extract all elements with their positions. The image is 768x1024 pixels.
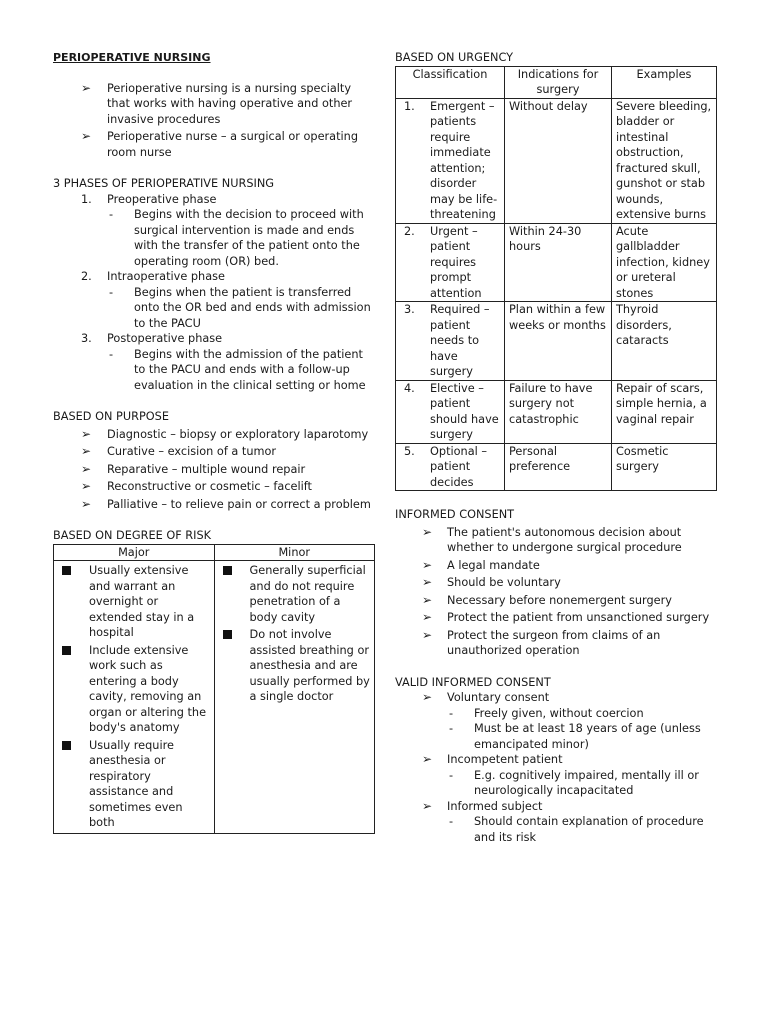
arrow-bullet-icon: ➢	[422, 575, 433, 589]
arrow-bullet-icon: ➢	[422, 557, 433, 572]
table-row: 2. Urgent – patient requires prompt attention Within 24-30 hours Acute gallbladder infection, kidney or ureteral stones	[396, 223, 717, 302]
arrow-bullet-icon: ➢	[422, 610, 433, 624]
valid-consent-list	[395, 690, 717, 845]
list-item: Do not involve assisted breathing or anesthesia and are usually performed by a single doctor	[223, 627, 371, 705]
table-row: 3. Required – patient needs to have surgery Plan within a few weeks or months Thyroid disorders, cataracts	[396, 302, 717, 381]
urgency-header-examples: Examples	[612, 66, 717, 98]
list-item: ➢ Necessary before nonemergent surgery	[422, 592, 672, 607]
list-item: ➢ Voluntary consent - Freely given, without coercion - Must be at least 18 years of age (unless emancipated minor)	[395, 690, 717, 752]
list-item: - Should contain explanation of procedure and its risk	[449, 815, 704, 844]
table-row: 4. Elective – patient should have surgery Failure to have surgery not catastrophic Repair of scars, simple hernia, a vaginal repair	[396, 380, 717, 443]
valid-consent-heading: VALID INFORMED CONSENT	[395, 675, 551, 689]
list-item: Include extensive work such as entering a body cavity, removing an organ or altering the body's anatomy	[62, 643, 210, 736]
arrow-bullet-icon: ➢	[422, 524, 433, 539]
urgency-header-classification: Classification	[396, 66, 505, 98]
risk-major-cell	[54, 561, 215, 834]
list-item: ➢ Incompetent patient - E.g. cognitively impaired, mentally ill or neurologically incapacitated	[395, 752, 717, 799]
list-item: Generally superficial and do not require penetration of a body cavity	[223, 563, 371, 625]
purpose-list	[53, 427, 375, 513]
consent-list	[395, 525, 717, 659]
table-row: 1. Emergent – patients require immediate attention; disorder may be life-threatening Without delay Severe bleeding, bladder or intestinal obstruction, fractured skull, gunshot or stab wounds, extensive burns	[396, 98, 717, 223]
square-bullet-icon	[62, 566, 71, 575]
list-item: 2. Intraoperative phase - Begins when the patient is transferred onto the OR bed and ends with admission to the PACU	[53, 269, 375, 331]
square-bullet-icon	[223, 566, 232, 575]
list-item: ➢ Perioperative nurse – a surgical or operating room nurse	[81, 129, 358, 159]
arrow-bullet-icon: ➢	[81, 461, 92, 476]
square-bullet-icon	[62, 741, 71, 750]
list-item: ➢ A legal mandate	[422, 557, 540, 572]
arrow-bullet-icon: ➢	[422, 627, 433, 642]
risk-header-major: Major	[54, 544, 215, 561]
list-item: ➢ Reconstructive or cosmetic – facelift	[81, 479, 312, 493]
urgency-header-indications: Indications for surgery	[505, 66, 612, 98]
arrow-bullet-icon: ➢	[81, 426, 92, 441]
arrow-bullet-icon: ➢	[422, 752, 433, 766]
square-bullet-icon	[62, 646, 71, 655]
list-item: ➢ Reparative – multiple wound repair	[81, 461, 306, 476]
arrow-bullet-icon: ➢	[81, 129, 92, 143]
list-item: ➢ Informed subject - Should contain explanation of procedure and its risk	[395, 799, 717, 846]
list-item: - E.g. cognitively impaired, mentally ill or neurologically incapacitated	[449, 768, 699, 797]
page-title: PERIOPERATIVE NURSING	[53, 51, 211, 64]
list-item: - Begins with the admission of the patient to the PACU and ends with a follow-up evaluation in the clinical setting or home	[109, 347, 366, 392]
arrow-bullet-icon: ➢	[422, 690, 433, 704]
list-item: 3. Postoperative phase - Begins with the admission of the patient to the PACU and ends with a follow-up evaluation in the clinical setting or home	[53, 331, 375, 393]
list-item: ➢ Palliative – to relieve pain or correct a problem	[81, 496, 371, 511]
list-item: Usually require anesthesia or respiratory assistance and sometimes even both	[62, 738, 210, 831]
phases-list	[53, 192, 375, 394]
phases-heading: 3 PHASES OF PERIOPERATIVE NURSING	[53, 177, 275, 190]
arrow-bullet-icon: ➢	[81, 479, 92, 493]
arrow-bullet-icon: ➢	[81, 80, 92, 95]
urgency-heading: BASED ON URGENCY	[395, 51, 514, 64]
arrow-bullet-icon: ➢	[422, 592, 433, 607]
list-item: ➢ Perioperative nursing is a nursing specialty that works with having operative and other invasive procedures	[81, 80, 353, 126]
list-item: - Must be at least 18 years of age (unless emancipated minor)	[449, 722, 701, 751]
list-item: ➢ Curative – excision of a tumor	[81, 444, 277, 458]
purpose-heading: BASED ON PURPOSE	[53, 410, 169, 423]
arrow-bullet-icon: ➢	[81, 444, 92, 458]
list-item: - Freely given, without coercion	[449, 706, 644, 720]
risk-minor-cell	[214, 561, 375, 834]
list-item: - Begins when the patient is transferred onto the OR bed and ends with admission to the PACU	[109, 285, 371, 330]
intro-list	[53, 81, 375, 161]
list-item: 1. Preoperative phase - Begins with the decision to proceed with surgical intervention is made and ends with the transfer of the patient onto the operating room (OR) bed.	[53, 192, 375, 270]
list-item: Usually extensive and warrant an overnight or extended stay in a hospital	[62, 563, 210, 641]
risk-heading: BASED ON DEGREE OF RISK	[53, 529, 212, 542]
table-row: 5. Optional – patient decides Personal preference Cosmetic surgery	[396, 443, 717, 491]
risk-table	[53, 544, 375, 834]
risk-header-minor: Minor	[214, 544, 375, 561]
square-bullet-icon	[223, 630, 232, 639]
arrow-bullet-icon: ➢	[81, 496, 92, 511]
consent-heading: INFORMED CONSENT	[395, 508, 515, 521]
list-item: - Begins with the decision to proceed with surgical intervention is made and ends with the transfer of the patient onto the operating room (OR) bed.	[109, 208, 364, 268]
left-column	[53, 50, 375, 834]
right-column	[395, 50, 717, 845]
list-item: ➢ Protect the surgeon from claims of an unauthorized operation	[422, 627, 661, 657]
list-item: ➢ Protect the patient from unsanctioned surgery	[422, 610, 710, 624]
urgency-table	[395, 66, 717, 492]
list-item: ➢ Should be voluntary	[422, 575, 561, 589]
list-item: ➢ The patient's autonomous decision about whether to undergone surgical procedure	[422, 524, 682, 554]
list-item: ➢ Diagnostic – biopsy or exploratory laparotomy	[81, 426, 369, 441]
arrow-bullet-icon: ➢	[422, 798, 433, 813]
